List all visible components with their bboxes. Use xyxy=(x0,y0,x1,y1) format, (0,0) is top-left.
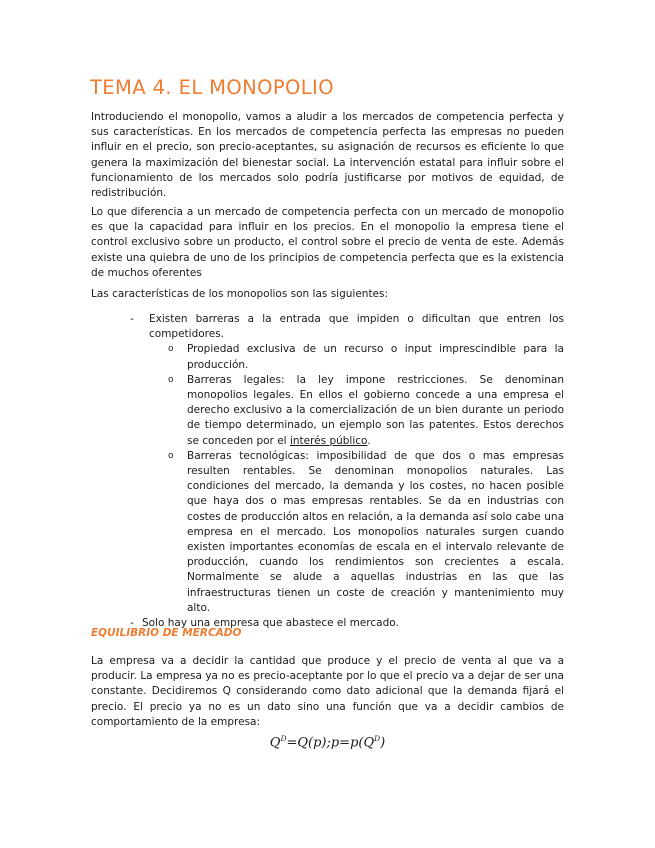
section-heading: EQUILIBRIO DE MERCADO xyxy=(91,627,242,639)
formula-superscript: D xyxy=(280,734,287,743)
sub-item-text: Barreras legales: la ley impone restricciones. Se denominan monopolios legales. En ellos el gobierno concede a una empresa el derecho exclusivo a la comercialización de un bien durante un periodo de tiempo determinado, un ejemplo son las patentes. Estos derechos se conceden por el xyxy=(187,373,564,447)
intro-paragraph: Introduciendo el monopolio, vamos a aludir a los mercados de competencia perfecta y sus características. En los mercados de competencia perfecta las empresas no pueden influir en el precio, son precio-aceptantes, su asignación de recursos es eficiente lo que genera la maximización del bienestar social. La intervención estatal para influir sobre el funcionamiento de los mercados solo podría justificarse por motivos de equidad, de redistribución. xyxy=(91,111,564,200)
list-item-text: Solo hay una empresa que abastece el mercado. xyxy=(142,617,399,630)
page-title: TEMA 4. EL MONOPOLIO xyxy=(90,76,334,99)
formula-superscript: D xyxy=(374,734,381,743)
sub-item-end: . xyxy=(367,434,371,447)
circle-bullet-icon: o xyxy=(168,374,174,385)
sub-list-item xyxy=(168,449,564,616)
equilibrium-paragraph: La empresa va a decidir la cantidad que produce y el precio de venta al que va a producir. La empresa ya no es precio-aceptante por lo que el precio va a dejar de ser una constante. Decidiremos Q considerando como dato adicional que la demanda fijará el precio. El precio ya no es un dato sino una función que va a decidir cambios de comportamiento de la empresa: xyxy=(91,655,564,728)
difference-paragraph: Lo que diferencia a un mercado de competencia perfecta con un mercado de monopolio es que la capacidad para influir en los precios. En el monopolio la empresa tiene el control exclusivo sobre un producto, el control sobre el precio de venta de este. Además existe una quiebra de uno de los principios de competencia perfecta que es la existencia de muchos oferentes xyxy=(91,206,564,279)
sub-list xyxy=(168,342,564,616)
list-item-text: Existen barreras a la entrada que impiden o dificultan que entren los competidores. xyxy=(149,313,564,341)
formula-close: ) xyxy=(380,735,386,751)
list-item xyxy=(130,312,564,616)
characteristics-intro: Las características de los monopolios son las siguientes: xyxy=(91,288,389,300)
circle-bullet-icon: o xyxy=(168,450,174,461)
sub-item-text: Propiedad exclusiva de un recurso o input imprescindible para la producción. xyxy=(187,343,564,371)
formula-body: =Q(p);p=p(Q xyxy=(286,735,375,751)
demand-formula xyxy=(0,734,655,750)
circle-bullet-icon: o xyxy=(168,344,174,355)
public-interest-link[interactable]: interés público xyxy=(289,434,368,447)
characteristics-list xyxy=(130,312,564,631)
dash-bullet: - xyxy=(130,313,134,325)
sub-list-item xyxy=(168,342,564,372)
sub-list-item xyxy=(168,373,564,449)
formula-q: Q xyxy=(269,735,281,751)
sub-item-text: Barreras tecnológicas: imposibilidad de que dos o mas empresas resulten rentables. Se denominan monopolios naturales. Las condiciones del mercado, la demanda y los costes, no hacen posible que haya dos o mas empresas rentables. Se da en industrias con costes de producción altos en relación, a la demanda así solo cabe una empresa en el mercado. Los monopolios naturales surgen cuando existen importantes economías de escala en el intervalo relevante de producción, cuando los rendimientos son crecientes a escala. Normalmente se alude a aquellas industrias en las que las infraestructuras tienen un coste de creación y mantenimiento muy alto. xyxy=(187,449,564,614)
dash-bullet: - xyxy=(130,617,134,630)
